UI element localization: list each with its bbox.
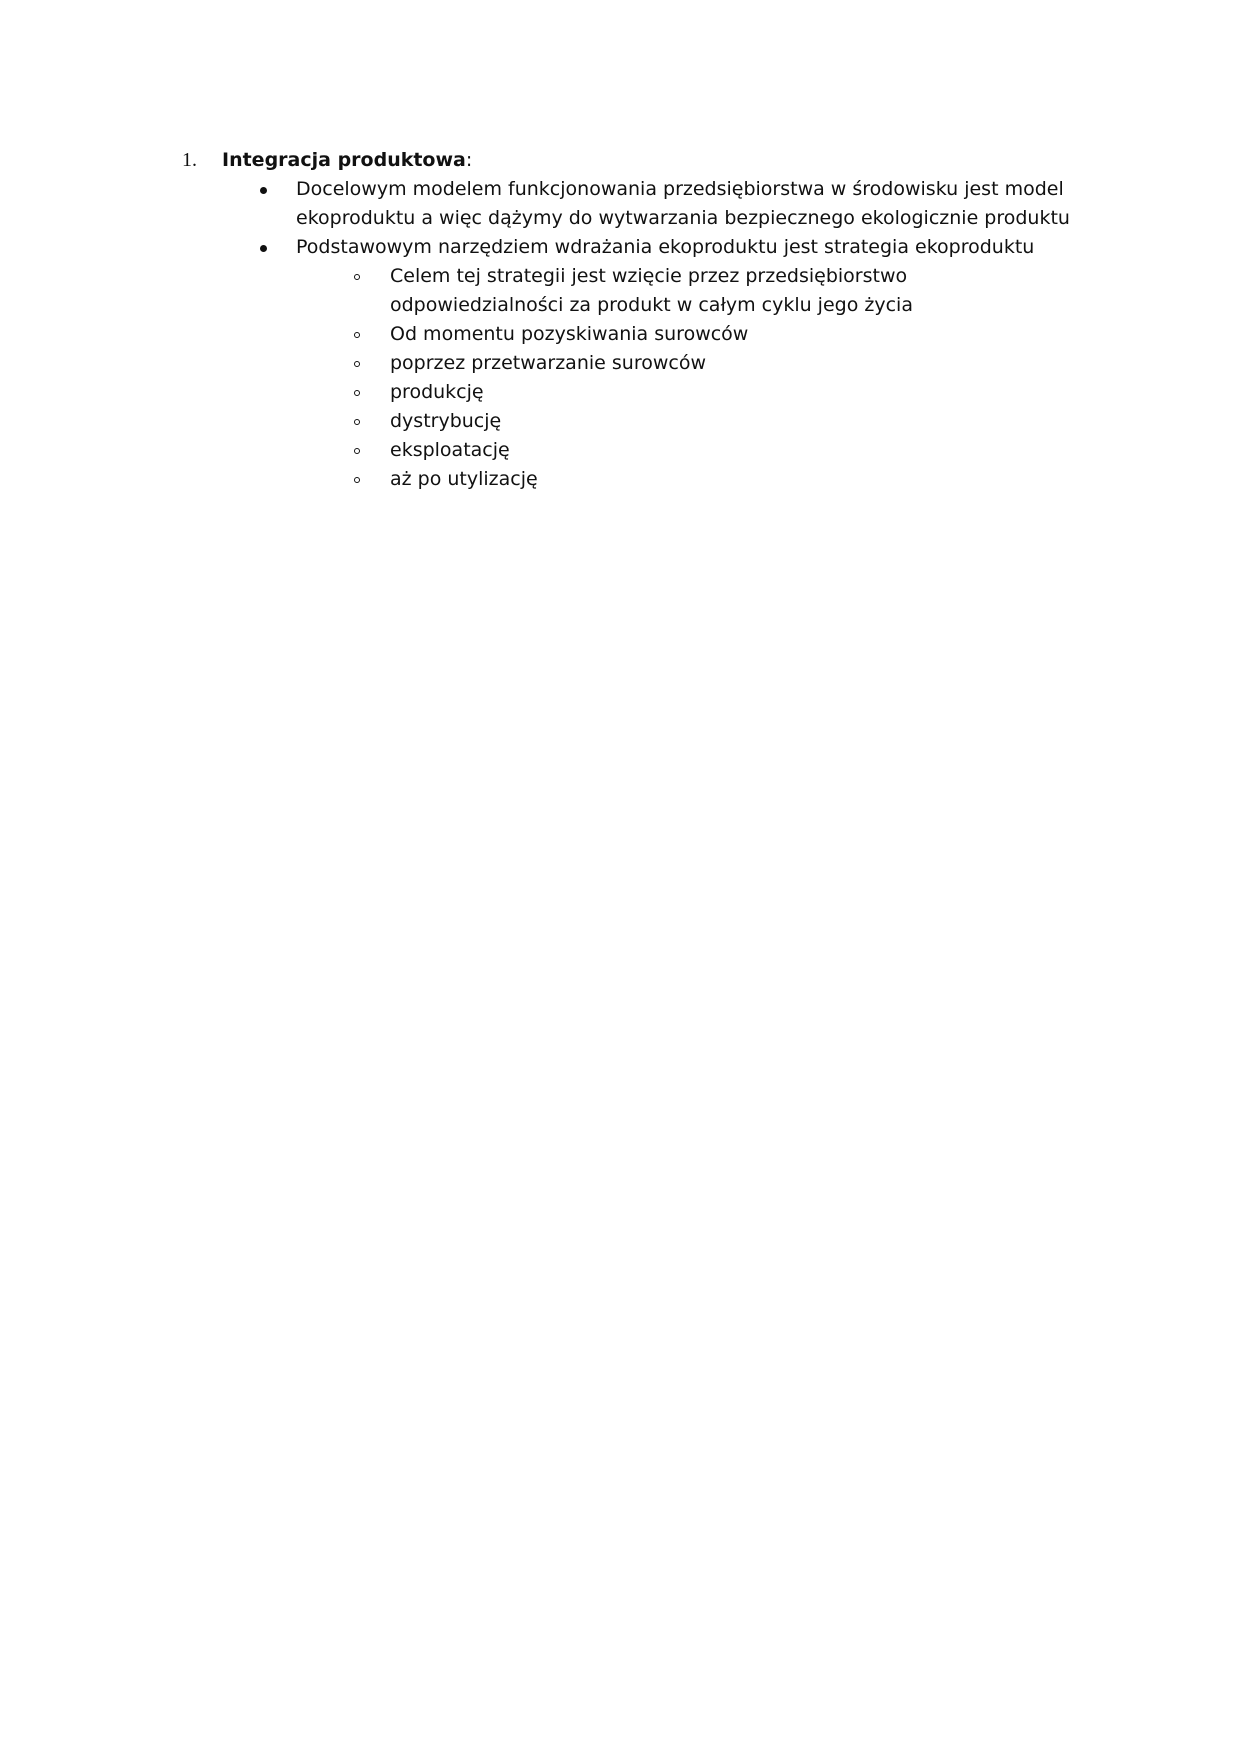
sub-bullet-text: Celem tej strategii jest wzięcie przez przedsiębiorstwo odpowiedzialności za produkt w całym cyklu jego życia [390, 265, 913, 316]
sub-list-item [182, 465, 1082, 494]
sub-list-item [182, 436, 1082, 465]
circle-bullet-icon [354, 332, 360, 338]
section-title-suffix: : [465, 149, 473, 171]
bullet-text: Docelowym modelem funkcjonowania przedsiębiorstwa w środowisku jest model ekoproduktu a więc dążymy do wytwarzania bezpiecznego ekologicznie produktu [296, 178, 1070, 229]
list-item [182, 175, 1082, 233]
sub-list-item [182, 378, 1082, 407]
section-heading [182, 146, 1082, 175]
sub-bullet-text: aż po utylizację [390, 468, 538, 490]
sub-list-item [182, 349, 1082, 378]
list-item [182, 233, 1082, 262]
sub-bullet-text: Od momentu pozyskiwania surowców [390, 323, 749, 345]
circle-bullet-icon [354, 419, 360, 425]
sub-bullet-text: eksploatację [390, 439, 510, 461]
circle-bullet-icon [354, 390, 360, 396]
bullet-icon [260, 187, 267, 194]
circle-bullet-icon [354, 361, 360, 367]
sub-bullet-text: poprzez przetwarzanie surowców [390, 352, 706, 374]
sub-bullet-text: dystrybucję [390, 410, 502, 432]
circle-bullet-icon [354, 448, 360, 454]
section-number: 1. [182, 149, 197, 171]
section-title: Integracja produktowa [222, 149, 466, 171]
circle-bullet-icon [354, 477, 360, 483]
sub-bullet-text: produkcję [390, 381, 484, 403]
bullet-icon [260, 245, 267, 252]
bullet-text: Podstawowym narzędziem wdrażania ekoproduktu jest strategia ekoproduktu [296, 236, 1035, 258]
sub-list-item [182, 262, 1082, 320]
sub-list-item [182, 407, 1082, 436]
document-content [182, 146, 1082, 494]
sub-list-item [182, 320, 1082, 349]
circle-bullet-icon [354, 274, 360, 280]
